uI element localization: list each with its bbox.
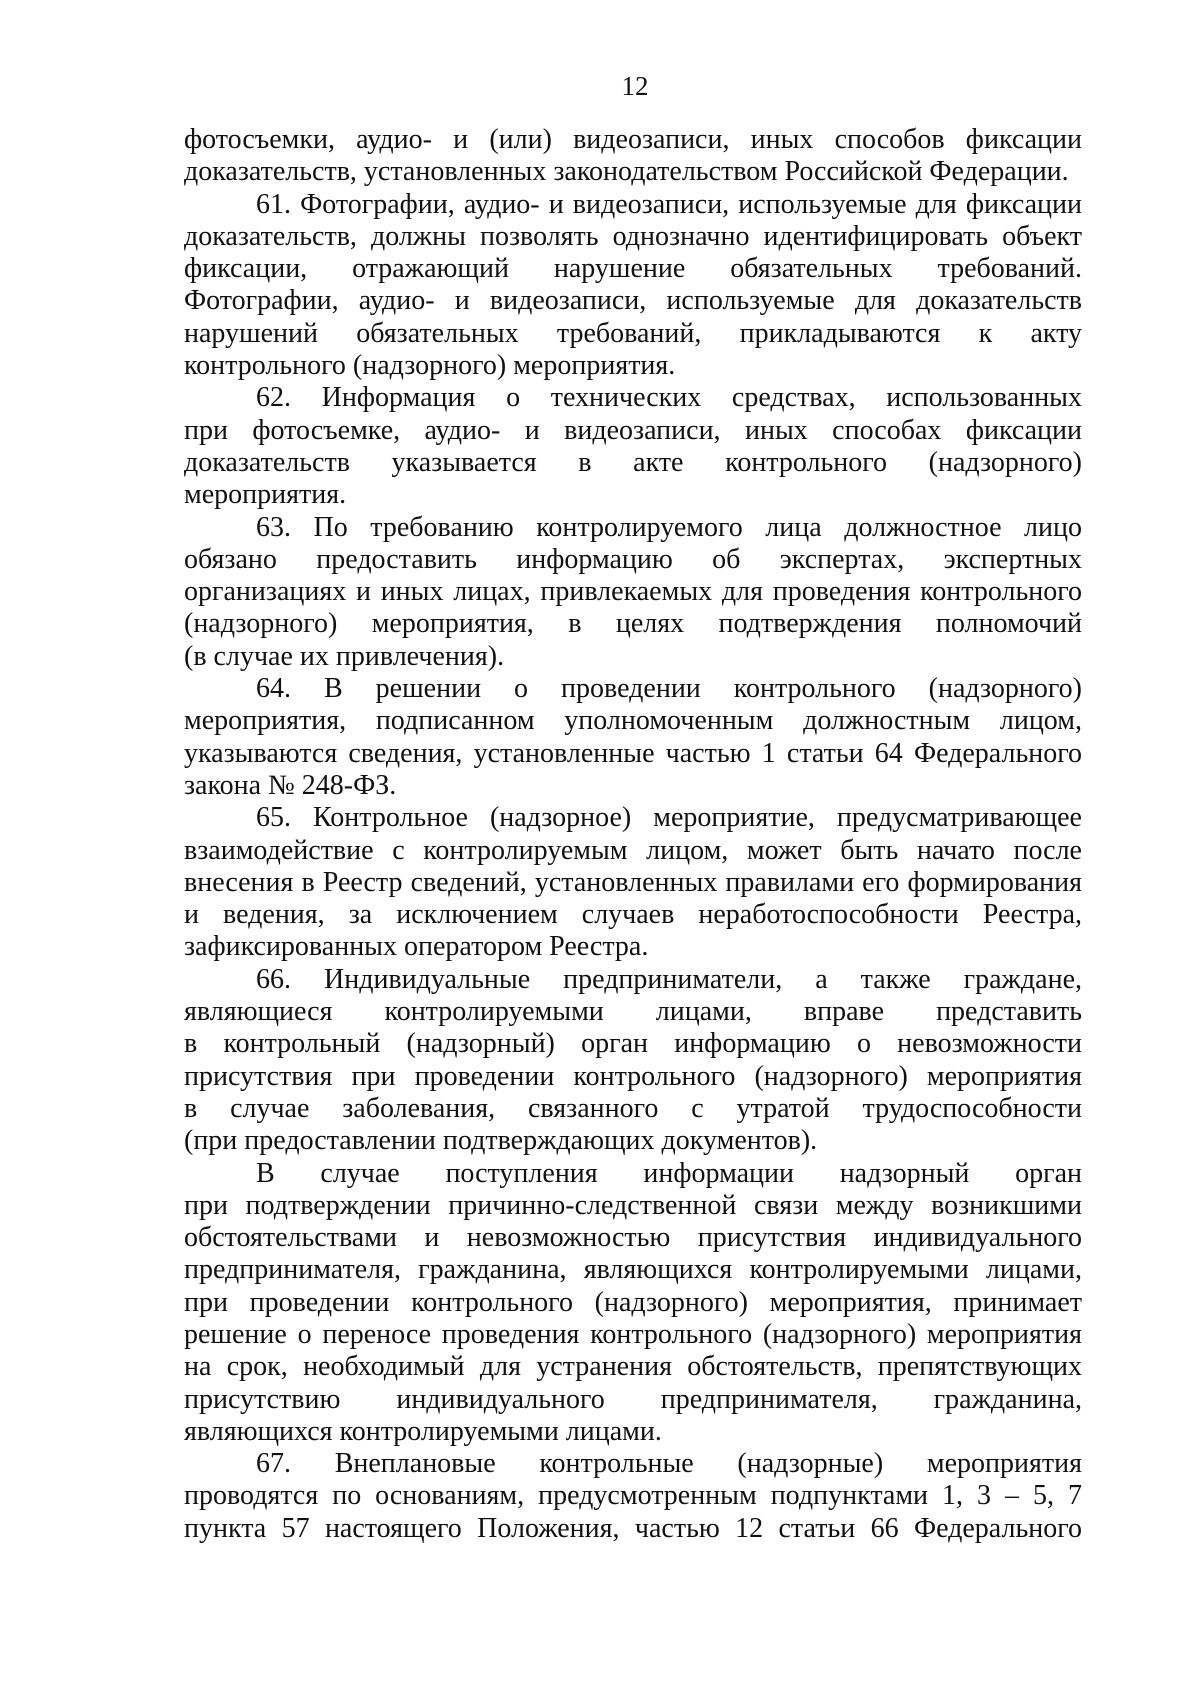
text-line: 62. Информация о технических средствах, использованных (256, 382, 1082, 414)
text-line: мероприятия, подписанном уполномоченным должностным лицом, (184, 705, 1082, 737)
text-line: являющихся контролируемыми лицами. (184, 1415, 662, 1447)
text-line: доказательств, должны позволять однозначно идентифицировать объект (184, 220, 1082, 252)
text-line: (в случае их привлечения). (184, 640, 505, 672)
text-line: на срок, необходимый для устранения обстоятельств, препятствующих (184, 1351, 1082, 1383)
paragraph-p66b (184, 1158, 1082, 1449)
paragraph-p61 (184, 189, 1082, 383)
text-line: присутствию индивидуального предпринимателя, гражданина, (184, 1383, 1082, 1415)
text-line: (при предоставлении подтверждающих документов). (184, 1125, 818, 1157)
text-line: доказательств указывается в акте контрольного (надзорного) (184, 446, 1082, 478)
text-line: 66. Индивидуальные предприниматели, а также граждане, (256, 963, 1082, 995)
text-line: проводятся по основаниям, предусмотренным подпунктами 1, 3 – 5, 7 (184, 1480, 1082, 1512)
text-line: организациях и иных лицах, привлекаемых для проведения контрольного (184, 576, 1082, 608)
text-line: являющиеся контролируемыми лицами, вправе представить (184, 996, 1082, 1028)
text-line: при подтверждении причинно-следственной связи между возникшими (184, 1189, 1082, 1221)
paragraph-p64 (184, 673, 1082, 802)
paragraph-p62 (184, 382, 1082, 511)
text-line: взаимодействие с контролируемым лицом, может быть начато после (184, 834, 1082, 866)
text-line: фотосъемки, аудио- и (или) видеозаписи, иных способов фиксации (184, 124, 1082, 155)
text-line: (надзорного) мероприятия, в целях подтверждения полномочий (184, 608, 1082, 640)
text-line: обязано предоставить информацию об экспертах, экспертных (184, 543, 1082, 575)
page-number: 12 (621, 71, 649, 101)
text-line: 67. Внеплановые контрольные (надзорные) мероприятия (256, 1448, 1082, 1480)
text-line: решение о переносе проведения контрольного (надзорного) мероприятия (184, 1318, 1082, 1350)
text-line: Фотографии, аудио- и видеозаписи, используемые для доказательств (184, 285, 1082, 317)
text-line: 61. Фотографии, аудио- и видеозаписи, используемые для фиксации (256, 188, 1082, 220)
text-line: пункта 57 настоящего Положения, частью 12 статьи 66 Федерального (184, 1512, 1082, 1544)
text-line: нарушений обязательных требований, прикладываются к акту (184, 317, 1082, 349)
text-line: 65. Контрольное (надзорное) мероприятие, предусматривающее (256, 802, 1082, 834)
text-line: зафиксированных оператором Реестра. (184, 931, 649, 963)
paragraph-p67 (184, 1448, 1082, 1545)
text-line: при проведении контрольного (надзорного) мероприятия, принимает (184, 1286, 1082, 1318)
text-line: при фотосъемке, аудио- и видеозаписи, иных способах фиксации (184, 414, 1082, 446)
text-line: 64. В решении о проведении контрольного (надзорного) (256, 673, 1082, 705)
text-line: обстоятельствами и невозможностью присутствия индивидуального (184, 1222, 1082, 1254)
document-body (184, 124, 1082, 1545)
text-line: и ведения, за исключением случаев неработоспособности Реестра, (184, 899, 1082, 931)
text-line: предпринимателя, гражданина, являющихся контролируемыми лицами, (184, 1254, 1082, 1286)
text-line: 63. По требованию контролируемого лица должностное лицо (256, 511, 1082, 543)
text-line: в контрольный (надзорный) орган информацию о невозможности (184, 1028, 1082, 1060)
text-line: контрольного (надзорного) мероприятия. (184, 350, 676, 382)
text-line: В случае поступления информации надзорный орган (256, 1157, 1082, 1189)
paragraph-p65 (184, 802, 1082, 963)
text-line: фиксации, отражающий нарушение обязательных требований. (184, 253, 1082, 285)
text-line: в случае заболевания, связанного с утратой трудоспособности (184, 1092, 1082, 1124)
text-line: мероприятия. (184, 479, 347, 511)
text-line: указываются сведения, установленные частью 1 статьи 64 Федерального (184, 737, 1082, 769)
text-line: внесения в Реестр сведений, установленных правилами его формирования (184, 866, 1082, 898)
paragraph-p63 (184, 512, 1082, 673)
paragraph-cont (184, 124, 1082, 189)
text-line: закона № 248-ФЗ. (184, 769, 397, 801)
paragraph-p66 (184, 964, 1082, 1158)
text-line: присутствия при проведении контрольного (надзорного) мероприятия (184, 1060, 1082, 1092)
text-line: доказательств, установленных законодательством Российской Федерации. (184, 156, 1069, 188)
